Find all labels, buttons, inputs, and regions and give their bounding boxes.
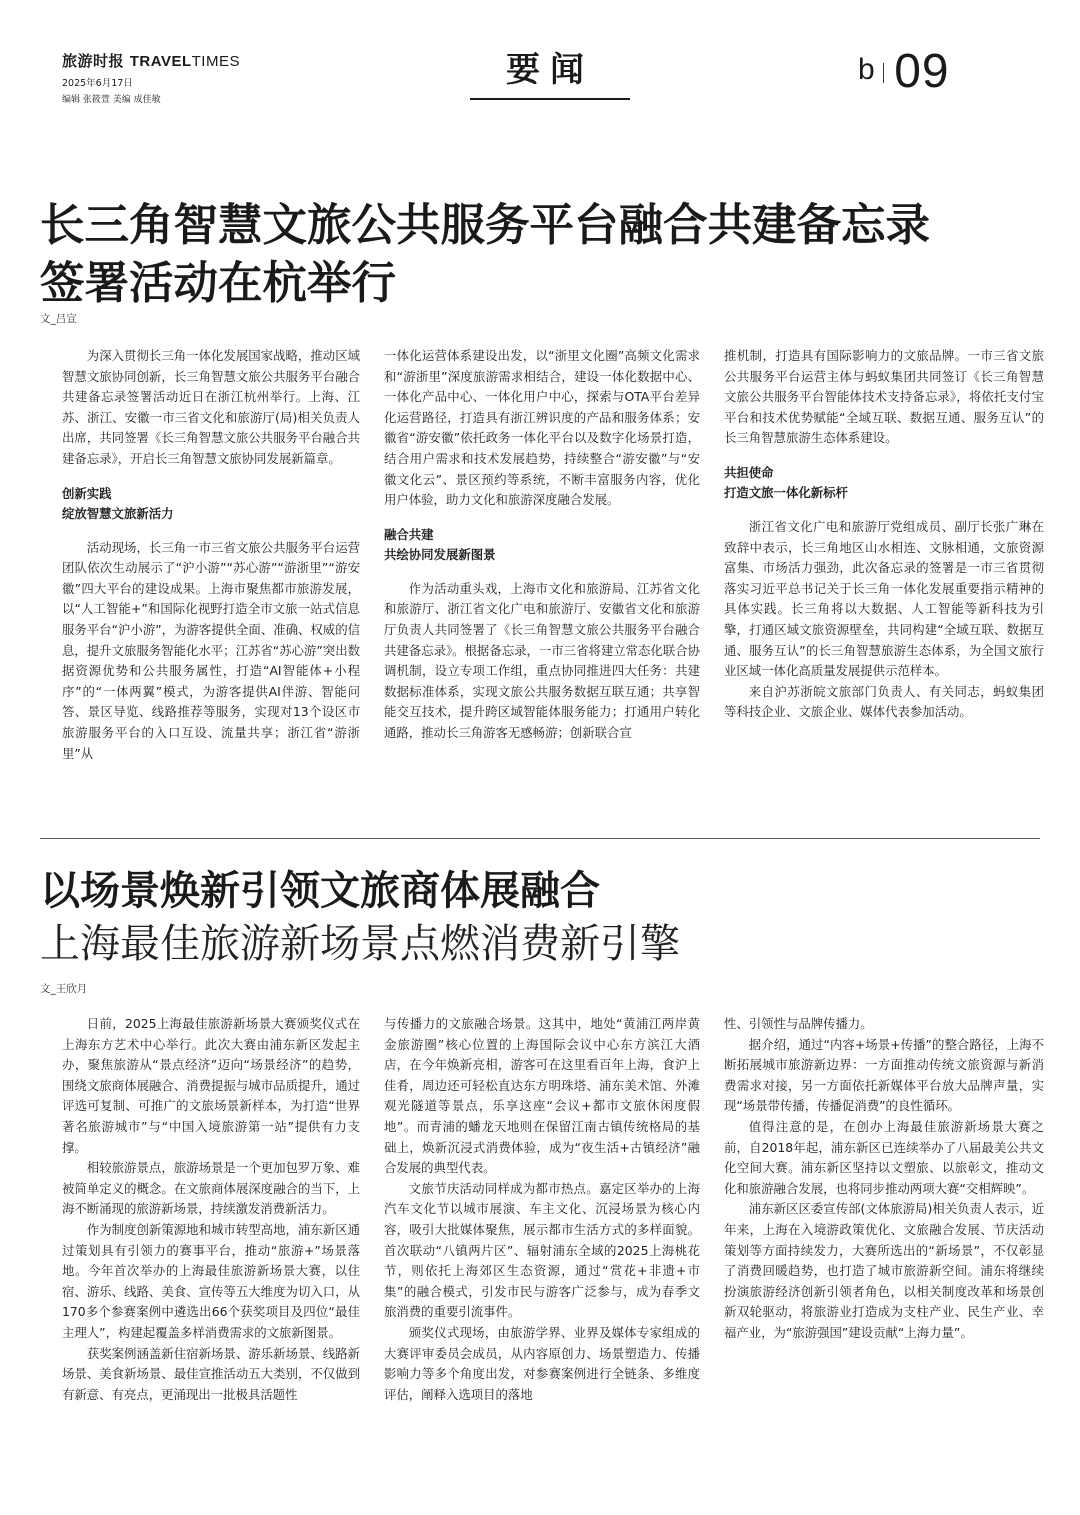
article2-column-1 <box>62 1014 360 1464</box>
article1-subheading: 融合共建 <box>384 526 434 542</box>
article-divider <box>40 838 1040 839</box>
article2-paragraph: 值得注意的是，在创办上海最佳旅游新场景大赛之前，自2018年起，浦东新区已连续举办了八届最美公共文化空间大赛。浦东新区坚持以文塑旅、以旅彰文，推动文化和旅游融合发展，也将同步推动两项大赛“交相辉映”。 <box>724 1118 1044 1196</box>
article1-column-1 <box>62 346 360 826</box>
article2-paragraph: 获奖案例涵盖新住宿新场景、游乐新场景、线路新场景、美食新场景、最佳宣推活动五大类别，不仅做到有新意、有亮点，更涌现出一批极具活题性 <box>62 1345 360 1402</box>
edition-letter: b <box>858 53 875 86</box>
article2-byline: 文_王欣月 <box>40 983 88 995</box>
article1-subheading: 共绘协同发展新图景 <box>384 546 496 562</box>
article2-paragraph: 相较旅游景点，旅游场景是一个更加包罗万象、难被简单定义的概念。在文旅商体展深度融合的当下，上海不断涌现的旅游新场景，持续激发消费新活力。 <box>62 1160 360 1217</box>
article2-column-2 <box>384 1014 700 1464</box>
section-title: 要闻 <box>506 50 594 90</box>
section-underline <box>470 98 630 100</box>
article1-headline-line1: 长三角智慧文旅公共服务平台融合共建备忘录 <box>40 199 931 251</box>
article2-paragraph: 性、引领性与品牌传播力。 <box>724 1016 873 1031</box>
article2-paragraph: 日前，2025上海最佳旅游新场景大赛颁奖仪式在上海东方艺术中心举行。此次大赛由浦东新区发起主办，聚焦旅游从“景点经济”迈向“场景经济”的趋势，围绕文旅商体展融合、消费提振与城市品质提升，通过评选可复制、可推广的文旅场景新样本，为打造“世界著名旅游城市”与“中国入境旅游第一站”提供有力支撑。 <box>62 1016 360 1155</box>
article1-paragraph: 推机制，打造具有国际影响力的文旅品牌。一市三省文旅公共服务平台运营主体与蚂蚁集团共同签订《长三角智慧文旅公共服务平台智能体技术支持备忘录》，将依托支付宝平台和技术优势赋能“全域互联、数据互通、服务互认”的长三角智慧旅游生态体系建设。 <box>724 348 1044 446</box>
article1-paragraph: 作为活动重头戏，上海市文化和旅游局、江苏省文化和旅游厅、浙江省文化广电和旅游厅、安徽省文化和旅游厅负责人共同签署了《长三角智慧文旅公共服务平台融合共建备忘录》。根据备忘录，一市三省将建立常态化联合协调机制，设立专项工作组，重点协同推进四大任务：共建数据标准体系，实现文旅公共服务数据互联互通；共享智能交互技术，提升跨区域智能体服务能力；打通用户转化通路，推动长三角游客无感畅游；创新联合宣 <box>384 580 700 740</box>
article1-column-3 <box>724 346 1044 826</box>
article2-paragraph: 文旅节庆活动同样成为都市热点。嘉定区举办的上海汽车文化节以城市展演、车主文化、沉浸场景为核心内容，吸引大批媒体聚焦，展示都市生活方式的多样面貌。首次联动“八镇两片区”、辐射浦东全域的2025上海桃花节，则依托上海郊区生态资源，通过“赏花+非遗+市集”的融合模式，引发市民与游客广泛参与，成为春季文旅消费的重要引流事件。 <box>384 1180 700 1320</box>
article1-headline-line2: 签署活动在杭举行 <box>40 257 397 309</box>
article1-paragraph: 一体化运营体系建设出发，以“浙里文化圈”高频文化需求和“游浙里”深度旅游需求相结合，建设一体化数据中心、一体化产品中心、一体化用户中心，探索与OTA平台差异化运营路径，打造具有浙江辨识度的产品和服务体系；安徽省“游安徽”依托政务一体化平台以及数字化场景打造，结合用户需求和技术发展趋势，持续整合“游安徽”与“安徽文化云”、景区预约等系统，不断丰富服务内容，优化用户体验，助力文化和旅游深度融合发展。 <box>384 348 700 508</box>
article1-paragraph: 来自沪苏浙皖文旅部门负责人、有关同志，蚂蚁集团等科技企业、文旅企业、媒体代表参加活动。 <box>724 683 1044 720</box>
article1-subheading: 打造文旅一体化新标杆 <box>724 484 848 500</box>
article1-headline <box>40 196 1045 312</box>
issue-date: 2025年6月17日 <box>62 78 133 89</box>
article1-paragraph: 为深入贯彻长三角一体化发展国家战略，推动区域智慧文旅协同创新，长三角智慧文旅公共服务平台融合共建备忘录签署活动近日在浙江杭州举行。上海、江苏、浙江、安徽一市三省文化和旅游厅(局)相关负责人出席，共同签署《长三角智慧文旅公共服务平台融合共建备忘录》，开启长三角智慧文旅协同发展新篇章。 <box>62 348 360 466</box>
article1-subheading: 共担使命 <box>724 464 774 480</box>
article1-column-2 <box>384 346 700 826</box>
page-number <box>858 44 978 99</box>
article2-paragraph: 颁奖仪式现场，由旅游学界、业界及媒体专家组成的大赛评审委员会成员，从内容原创力、场景塑造力、传播影响力等多个角度出发，对参赛案例进行全链条、多维度评估，阐释入选项目的落地 <box>384 1324 700 1402</box>
article1-byline: 文_吕宣 <box>40 313 77 325</box>
masthead-title <box>62 50 322 71</box>
page-number-separator <box>883 63 885 83</box>
article1-subheading: 创新实践 <box>62 485 112 501</box>
article2-subheadline: 上海最佳旅游新场景点燃消费新引擎 <box>40 921 680 967</box>
masthead-title-en: TIMES <box>191 53 240 70</box>
article1-paragraph: 浙江省文化广电和旅游厅党组成员、副厅长张广琳在致辞中表示，长三角地区山水相连、文脉相通，文旅资源富集、市场活力强劲，此次备忘录的签署是一市三省贯彻落实习近平总书记关于长三角一体化发展重要指示精神的具体实践。长三角将以大数据、人工智能等新科技为引擎，打通区域文旅资源壁垒，共同构建“全域互联、数据互通、服务互认”的长三角智慧旅游生态体系，为全国文旅行业区域一体化高质量发展提供示范样本。 <box>724 518 1044 679</box>
article2-paragraph: 据介绍，通过“内容+场景+传播”的整合路径，上海不断拓展城市旅游新边界：一方面推动传统文旅资源与新消费需求对接，另一方面依托新媒体平台放大品牌声量，实现“场景带传播，传播促消费”的良性循环。 <box>724 1036 1044 1114</box>
article1-paragraph: 活动现场，长三角一市三省文旅公共服务平台运营团队依次生动展示了“沪小游”“苏心游”“游浙里”“游安徽”四大平台的建设成果。上海市聚焦都市旅游发展，以“人工智能+”和国际化视野打造全市文旅一站式信息服务平台“沪小游”，为游客提供全面、准确、权威的信息，提升文旅服务智能化水平；江苏省“苏心游”突出数据资源优势和公共服务属性，打造“AI智能体+小程序”的“一体两翼”模式，为游客提供AI伴游、智能问答、景区导览、线路推荐等服务，实现对13个设区市旅游服务平台的入口互设、流量共享；浙江省“游浙里”从 <box>62 539 360 761</box>
editor-credits: 编辑 张筱萱 美编 成佳敏 <box>62 95 161 105</box>
page-number-value: 09 <box>894 45 950 98</box>
article2-paragraph: 浦东新区区委宣传部(文体旅游局)相关负责人表示，近年来，上海在入境游政策优化、文旅融合发展、节庆活动策划等方面持续发力，大赛所选出的“新场景”，不仅彰显了消费回暖趋势，也打造了城市旅游新空间。浦东将继续扮演旅游经济创新引领者角色，以相关制度改革和场景创新双轮驱动，将旅游业打造成为支柱产业、民生产业、幸福产业，为“旅游强国”建设贡献“上海力量”。 <box>724 1201 1044 1340</box>
article2-headline: 以场景焕新引领文旅商体展融合 <box>40 867 600 914</box>
masthead-title-cn: 旅游时报 <box>62 52 125 70</box>
article2-paragraph: 与传播力的文旅融合场景。这其中，地处“黄浦江两岸黄金旅游圈”核心位置的上海国际会议中心东方滨江大酒店，在今年焕新亮相，游客可在这里看百年上海，食沪上佳肴，周边还可轻松直达东方明珠塔、浦东美术馆、外滩观光隧道等景点，乐享这座“会议+都市文旅休闲度假地”。而青浦的蟠龙天地则在保留江南古镇传统格局的基础上，焕新沉浸式消费体验，成为“夜生活+古镇经济”融合发展的典型代表。 <box>384 1016 700 1176</box>
masthead <box>62 50 322 105</box>
article1-subheading: 绽放智慧文旅新活力 <box>62 505 174 521</box>
article2-paragraph: 作为制度创新策源地和城市转型高地，浦东新区通过策划具有引领力的赛事平台，推动“旅游+”场景落地。今年首次举办的上海最佳旅游新场景大赛，以住宿、游乐、线路、美食、宣传等五大维度为切入口，从170多个参赛案例中遴选出66个获奖项目及四位“最佳主理人”，构建起覆盖多样消费需求的文旅新图景。 <box>62 1221 360 1340</box>
article2-column-3 <box>724 1014 1044 1464</box>
masthead-title-en-bold: TRAVEL <box>129 53 192 70</box>
